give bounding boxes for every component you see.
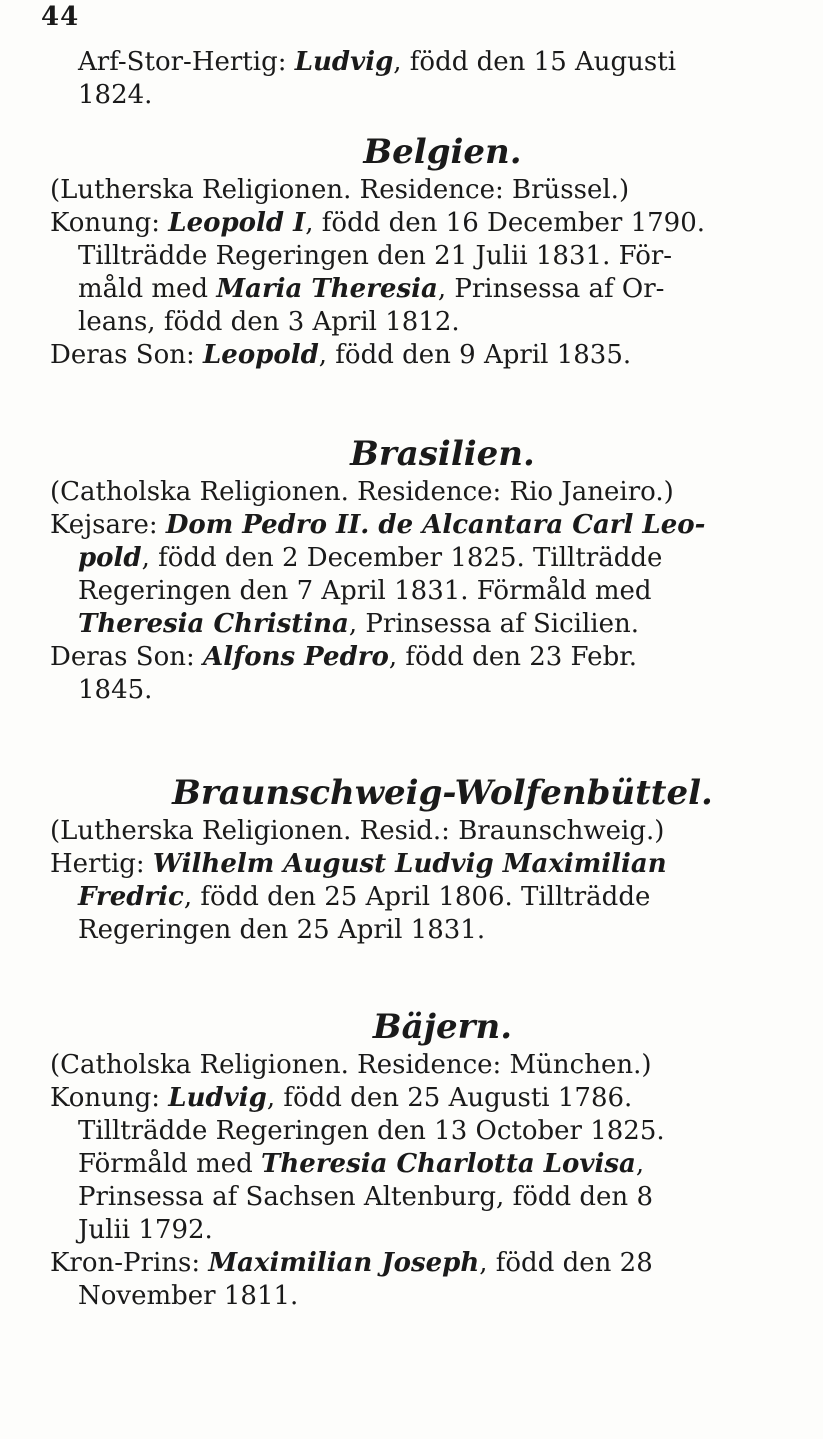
intro-line-2: 1824. [78,80,153,110]
text-run: November 1811. [78,1281,299,1311]
section-heading: Bäjern. [372,1007,513,1047]
text-line [50,1247,795,1280]
text-line [50,509,795,542]
text-line [50,1148,795,1181]
name-run: Alfons Pedro [203,642,389,672]
text-run: , född den 28 [479,1248,653,1278]
text-run: , född den 23 Febr. [388,642,638,672]
text-run: , född den 25 Augusti 1786. [266,1083,633,1113]
text-line [50,881,795,914]
text-line [50,608,795,641]
text-run: Tillträdde Regeringen den 21 Julii 1831. För- [78,241,673,271]
intro-line-1 [50,46,795,79]
text-run: 1845. [78,675,153,705]
section-braunschweig [50,771,795,947]
text-line [50,207,795,240]
section-belgien [50,130,795,372]
text-line [50,674,795,707]
section-brasilien [50,432,795,707]
name-run: Fredric [78,882,184,912]
section-bajern [50,1005,795,1313]
text-run: , född den 16 December 1790. [305,208,706,238]
text-line [50,815,795,848]
text-run: (Catholska Religionen. Residence: Rio Janeiro.) [50,477,674,507]
text-run: , född den 9 April 1835. [318,340,632,370]
name-run: Maximilian Joseph [208,1248,480,1278]
text-run: (Catholska Religionen. Residence: München.) [50,1050,652,1080]
text-line [50,1280,795,1313]
text-line [50,1181,795,1214]
name-run: Maria Theresia [216,274,438,304]
name-run: Ludvig [294,47,394,77]
text-run: Julii 1792. [78,1215,213,1245]
text-line [50,1082,795,1115]
text-run: , Prinsessa af Sicilien. [348,609,640,639]
text-run: , född den 25 April 1806. Tillträdde [183,882,651,912]
text-line [50,339,795,372]
text-run: Arf-Stor-Hertig: [78,47,295,77]
text-run: Kron-Prins: [50,1248,209,1278]
text-run: Tillträdde Regeringen den 13 October 1825. [78,1116,665,1146]
text-line [50,542,795,575]
text-run: Kejsare: [50,510,166,540]
text-run: Deras Son: [50,340,204,370]
name-run: Ludvig [168,1083,267,1113]
text-line [50,641,795,674]
name-run: Leopold [203,340,319,370]
text-line [50,914,795,947]
text-line [50,575,795,608]
text-line [50,848,795,881]
page-number: 44 [41,2,80,32]
text-run: Konung: [50,208,169,238]
section-heading: Braunschweig-Wolfenbüttel. [172,773,713,813]
text-run: (Lutherska Religionen. Residence: Brüssel.) [50,175,630,205]
text-run: , född den 15 Augusti [393,47,677,77]
text-run: Konung: [50,1083,169,1113]
text-run: Förmåld med [78,1149,262,1179]
text-run: Hertig: [50,849,153,879]
name-run: Theresia Christina [78,609,349,639]
name-run: Leopold I [168,208,306,238]
text-run: Regeringen den 25 April 1831. [78,915,486,945]
text-run: (Lutherska Religionen. Resid.: Braunschweig.) [50,816,665,846]
name-run: pold [78,543,142,573]
text-run: måld med [78,274,217,304]
text-line [50,240,795,273]
name-run: Wilhelm August Ludvig Maximilian [152,849,667,879]
text-run: Regeringen den 7 April 1831. Förmåld med [78,576,652,606]
text-line [50,1049,795,1082]
text-line [50,1115,795,1148]
text-run: , född den 2 December 1825. Tillträdde [141,543,663,573]
text-line [50,174,795,207]
section-heading: Brasilien. [350,434,535,474]
intro-block [50,46,795,112]
name-run: Dom Pedro II. de Alcantara Carl Leo- [165,510,706,540]
text-run: leans, född den 3 April 1812. [78,307,460,337]
text-line [50,476,795,509]
text-line [50,273,795,306]
section-heading: Belgien. [363,132,522,172]
text-line [50,306,795,339]
text-run: , [635,1149,645,1179]
text-run: Prinsessa af Sachsen Altenburg, född den 8 [78,1182,653,1212]
name-run: Theresia Charlotta Lovisa [261,1149,636,1179]
text-line [50,1214,795,1247]
text-run: Deras Son: [50,642,204,672]
text-run: , Prinsessa af Or- [437,274,665,304]
